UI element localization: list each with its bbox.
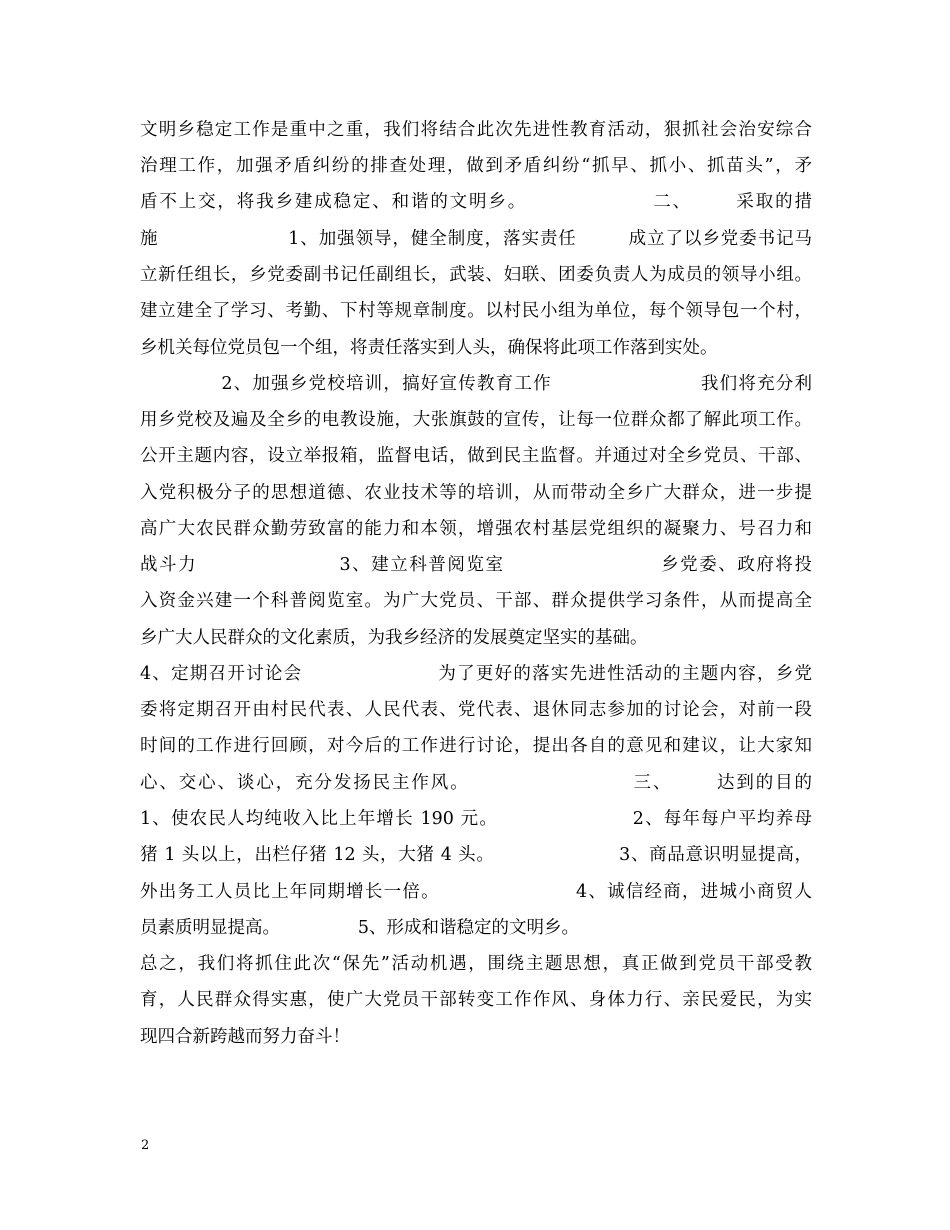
text-line: 育，人民群众得实惠，使广大党员干部转变工作作风、身体力行、亲民爱民，为实 [140, 990, 812, 1010]
text-line: 现四合新跨越而努力奋斗！ [140, 1027, 350, 1047]
page-number: 2 [141, 1138, 150, 1153]
text-line: 总之，我们将抓住此次“保先”活动机遇，围绕主题思想，真正做到党员干部受教 [140, 954, 812, 974]
text-line: 员素质明显提高。 5、形成和谐稳定的文明乡。 [140, 918, 580, 938]
text-line: 2、加强乡党校培训，搞好宣传教育工作 我们将充分利 [140, 374, 812, 394]
text-line: 心、交心、谈心，充分发扬民主作风。 三、 达到的目的 [140, 773, 812, 793]
text-line: 外出务工人员比上年同期增长一倍。 4、诚信经商，进城小商贸人 [140, 882, 812, 902]
text-line: 盾不上交，将我乡建成稳定、和谐的文明乡。 二、 采取的措 [140, 192, 812, 212]
text-line: 建立建全了学习、考勤、下村等规章制度。以村民小组为单位，每个领导包一个村， [140, 301, 812, 321]
text-line: 高广大农民群众勤劳致富的能力和本领，增强农村基层党组织的凝聚力、号召力和 [140, 519, 812, 539]
text-line: 猪 1 头以上，出栏仔猪 12 头，大猪 4 头。 3、商品意识明显提高， [140, 845, 812, 865]
text-line: 治理工作，加强矛盾纠纷的排查处理，做到矛盾纠纷“抓早、抓小、抓苗头”，矛 [140, 156, 812, 176]
text-line: 文明乡稳定工作是重中之重，我们将结合此次先进性教育活动，狠抓社会治安综合 [140, 120, 812, 140]
text-line: 立新任组长，乡党委副书记任副组长，武装、妇联、团委负责人为成员的领导小组。 [140, 265, 812, 285]
text-line: 入资金兴建一个科普阅览室。为广大党员、干部、群众提供学习条件，从而提高全 [140, 591, 812, 611]
text-line: 施 1、加强领导，健全制度，落实责任 成立了以乡党委书记马 [140, 229, 812, 249]
text-line: 公开主题内容，设立举报箱，监督电话，做到民主监督。并通过对全乡党员、干部、 [140, 446, 812, 466]
text-line: 入党积极分子的思想道德、农业技术等的培训，从而带动全乡广大群众，进一步提 [140, 483, 812, 503]
text-line: 1、使农民人均纯收入比上年增长 190 元。 2、每年每户平均养母 [140, 809, 812, 829]
text-line: 乡广大人民群众的文化素质，为我乡经济的发展奠定坚实的基础。 [140, 628, 648, 648]
text-line: 委将定期召开由村民代表、人民代表、党代表、退休同志参加的讨论会，对前一段 [140, 700, 812, 720]
text-line: 4、定期召开讨论会 为了更好的落实先进性活动的主题内容，乡党 [140, 664, 812, 684]
text-line: 战斗力 3、建立科普阅览室 乡党委、政府将投 [140, 555, 812, 575]
text-line: 乡机关每位党员包一个组，将责任落实到人头，确保将此项工作落到实处。 [140, 338, 718, 358]
text-line: 用乡党校及遍及全乡的电教设施，大张旗鼓的宣传，让每一位群众都了解此项工作。 [140, 410, 812, 430]
text-line: 时间的工作进行回顾，对今后的工作进行讨论，提出各自的意见和建议，让大家知 [140, 736, 812, 756]
